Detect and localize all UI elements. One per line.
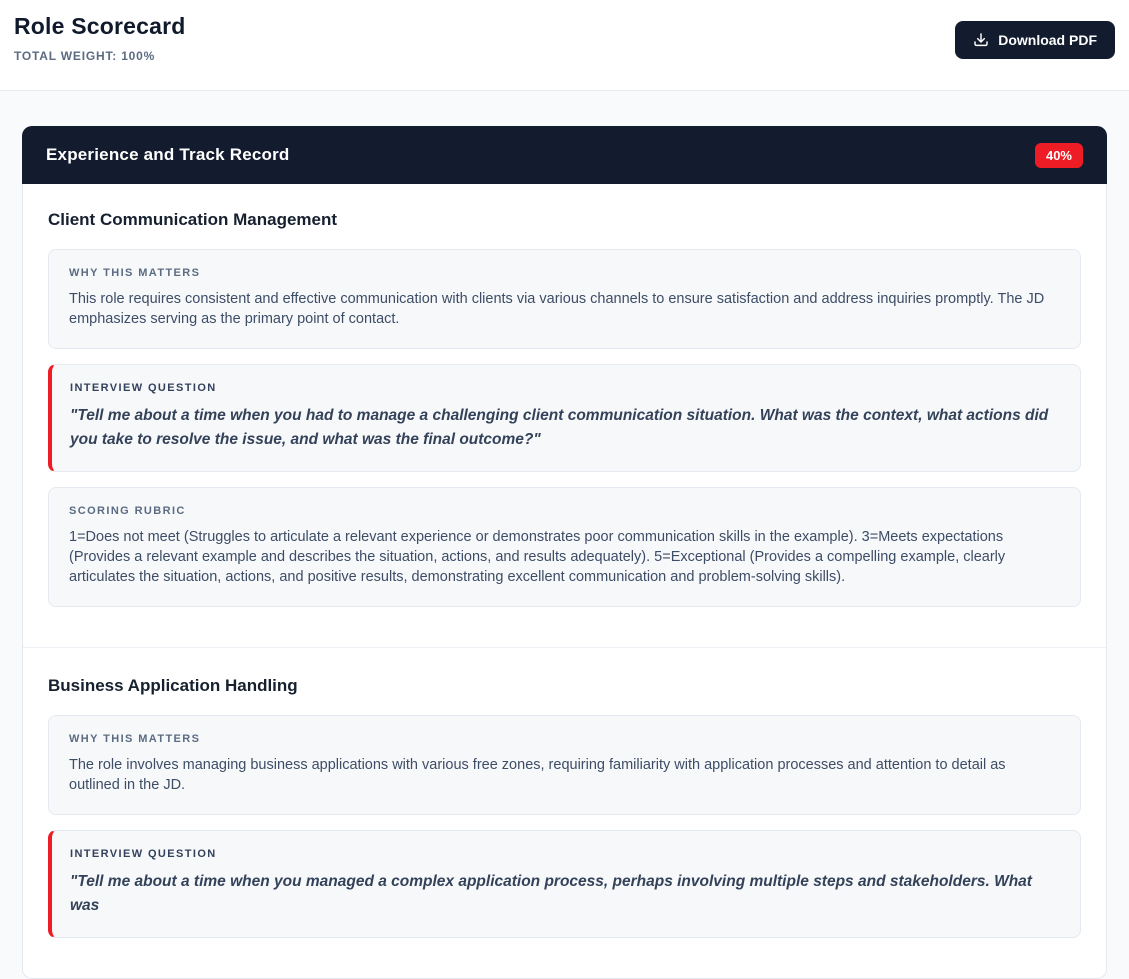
why-this-matters-block	[48, 715, 1081, 815]
interview-question-text: "Tell me about a time when you had to manage a challenging client communication situation. What was the context, what actions did you take to resolve the issue, and what was the final outcome?"	[70, 407, 1049, 448]
page-title: Role Scorecard	[14, 13, 186, 39]
main-content	[0, 91, 1129, 979]
scoring-rubric-label: SCORING RUBRIC	[69, 505, 186, 517]
download-pdf-label: Download PDF	[998, 32, 1097, 48]
interview-question-block	[48, 364, 1081, 472]
download-pdf-button[interactable]	[955, 21, 1115, 59]
scoring-rubric-text: 1=Does not meet (Struggles to articulate a relevant experience or demonstrates poor communication skills in the example). 3=Meets expectations (Provides a relevant example and describes the situation, actions, and results adequately). 5=Exceptional (Provides a compelling example, clearly articulates the situation, actions, and positive results, demonstrating excellent communication and problem-solving skills).	[69, 529, 1006, 585]
interview-question-label: INTERVIEW QUESTION	[70, 382, 217, 394]
section-title: Experience and Track Record	[46, 145, 290, 164]
interview-question-text: "Tell me about a time when you managed a complex application process, perhaps involving multiple steps and stakeholders. What was	[70, 873, 1032, 914]
why-this-matters-text: This role requires consistent and effective communication with clients via various channels to ensure satisfaction and address inquiries promptly. The JD emphasizes serving as the primary point of contact.	[69, 291, 1045, 327]
section-card	[22, 126, 1107, 979]
why-this-matters-block	[48, 249, 1081, 349]
title-group	[14, 13, 186, 63]
criterion-title: Business Application Handling	[48, 676, 298, 695]
total-weight-label: TOTAL WEIGHT: 100%	[14, 49, 156, 63]
criterion	[23, 184, 1106, 647]
section-body	[22, 184, 1107, 979]
interview-question-label: INTERVIEW QUESTION	[70, 848, 217, 860]
why-this-matters-text: The role involves managing business applications with various free zones, requiring familiarity with application processes and attention to detail as outlined in the JD.	[69, 757, 1006, 793]
topbar	[0, 0, 1129, 91]
scoring-rubric-block	[48, 487, 1081, 607]
download-icon	[973, 32, 989, 48]
section-weight-badge: 40%	[1035, 143, 1083, 168]
criterion-title: Client Communication Management	[48, 210, 338, 229]
section-header	[22, 126, 1107, 184]
why-this-matters-label: WHY THIS MATTERS	[69, 733, 201, 745]
why-this-matters-label: WHY THIS MATTERS	[69, 267, 201, 279]
criterion	[23, 647, 1106, 978]
interview-question-block	[48, 830, 1081, 938]
